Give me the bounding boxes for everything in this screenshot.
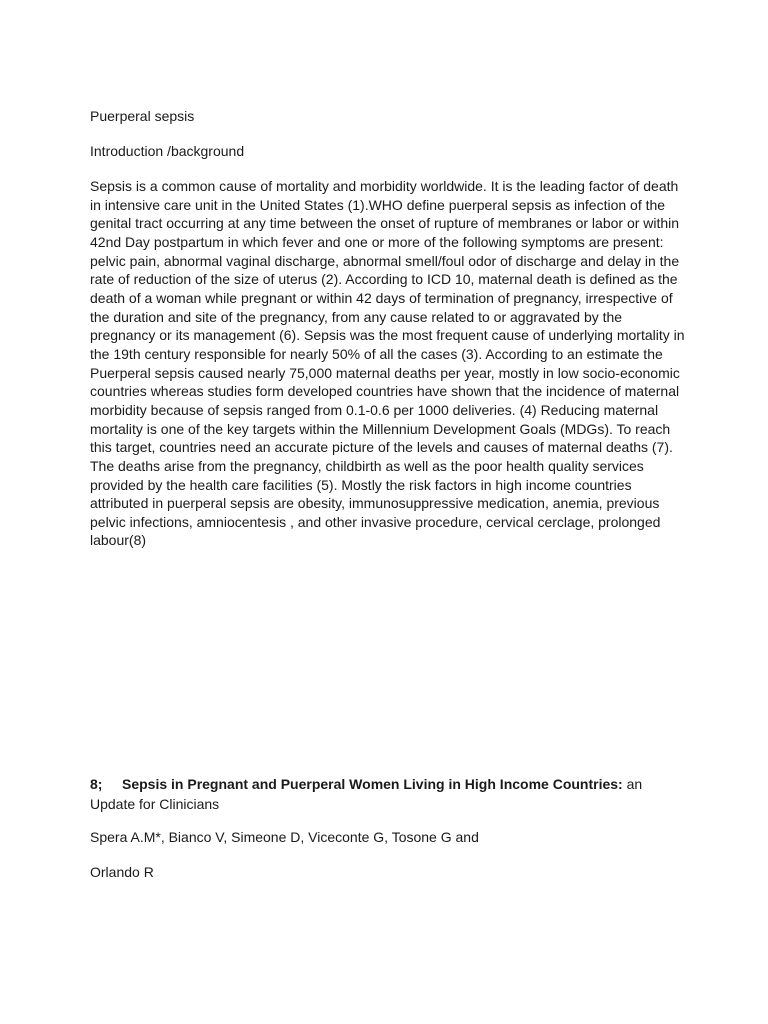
paragraph-line: rate of reduction of the size of uterus (2). According to ICD 10, maternal death is defined as the bbox=[90, 271, 678, 288]
paragraph-line: provided by the health care facilities (5). Mostly the risk factors in high income countries bbox=[90, 476, 632, 493]
paragraph-line: morbidity because of sepsis ranged from 0.1-0.6 per 1000 deliveries. (4) Reducing maternal bbox=[90, 401, 659, 418]
paragraph-line: attributed in puerperal sepsis are obesity, immunosuppressive medication, anemia, previous bbox=[90, 495, 660, 512]
paragraph-line: pelvic pain, abnormal vaginal discharge, abnormal smell/foul odor of discharge and delay in the bbox=[90, 252, 680, 269]
paragraph-line: death of a woman while pregnant or within 42 days of termination of pregnancy, irrespective of bbox=[90, 289, 673, 306]
section-heading: Introduction /background bbox=[90, 143, 245, 159]
paragraph-line: the duration and site of the pregnancy, from any cause related to or aggravated by the bbox=[90, 308, 623, 325]
paragraph-line: Sepsis is a common cause of mortality and morbidity worldwide. It is the leading factor of death bbox=[90, 178, 679, 194]
paragraph-line: labour(8) bbox=[90, 532, 147, 549]
paragraph-line: mortality is one of the key targets within the Millennium Development Goals (MDGs). To reach bbox=[90, 420, 671, 437]
paragraph-line: genital tract occurring at any time between the onset of rupture of membranes or labor or within bbox=[90, 215, 680, 232]
paragraph-line: countries whereas studies form developed countries have shown that the incidence of maternal bbox=[90, 383, 680, 400]
reference-title-rest: an Update for Clinicians bbox=[90, 776, 643, 812]
paragraph-line: The deaths arise from the pregnancy, childbirth as well as the poor health quality services bbox=[90, 457, 644, 474]
document-title: Puerperal sepsis bbox=[90, 108, 195, 124]
paragraph-line: in intensive care unit in the United States (1).WHO define puerperal sepsis as infection of the bbox=[90, 196, 666, 213]
reference-title bbox=[90, 774, 690, 814]
reference-title-bold: Sepsis in Pregnant and Puerperal Women Living in High Income Countries: bbox=[122, 776, 623, 792]
reference-authors-continued: Orlando R bbox=[90, 864, 154, 880]
paragraph-line: pelvic infections, amniocentesis , and other invasive procedure, cervical cerclage, prolonged bbox=[90, 513, 661, 530]
reference-number: 8; bbox=[90, 776, 103, 792]
paragraph-line: this target, countries need an accurate picture of the levels and causes of maternal deaths (7). bbox=[90, 439, 673, 456]
reference-authors: Spera A.M*, Bianco V, Simeone D, Viceconte G, Tosone G and bbox=[90, 829, 479, 845]
paragraph-line: pregnancy or its management (6). Sepsis was the most frequent cause of underlying mortality in bbox=[90, 327, 685, 344]
paragraph-line: the 19th century responsible for nearly 50% of all the cases (3). According to an estimate the bbox=[90, 345, 663, 362]
body-paragraph bbox=[90, 177, 690, 550]
paragraph-line: 42nd Day postpartum in which fever and one or more of the following symptoms are present: bbox=[90, 233, 664, 250]
paragraph-line: Puerperal sepsis caused nearly 75,000 maternal deaths per year, mostly in low socio-economic bbox=[90, 364, 680, 381]
